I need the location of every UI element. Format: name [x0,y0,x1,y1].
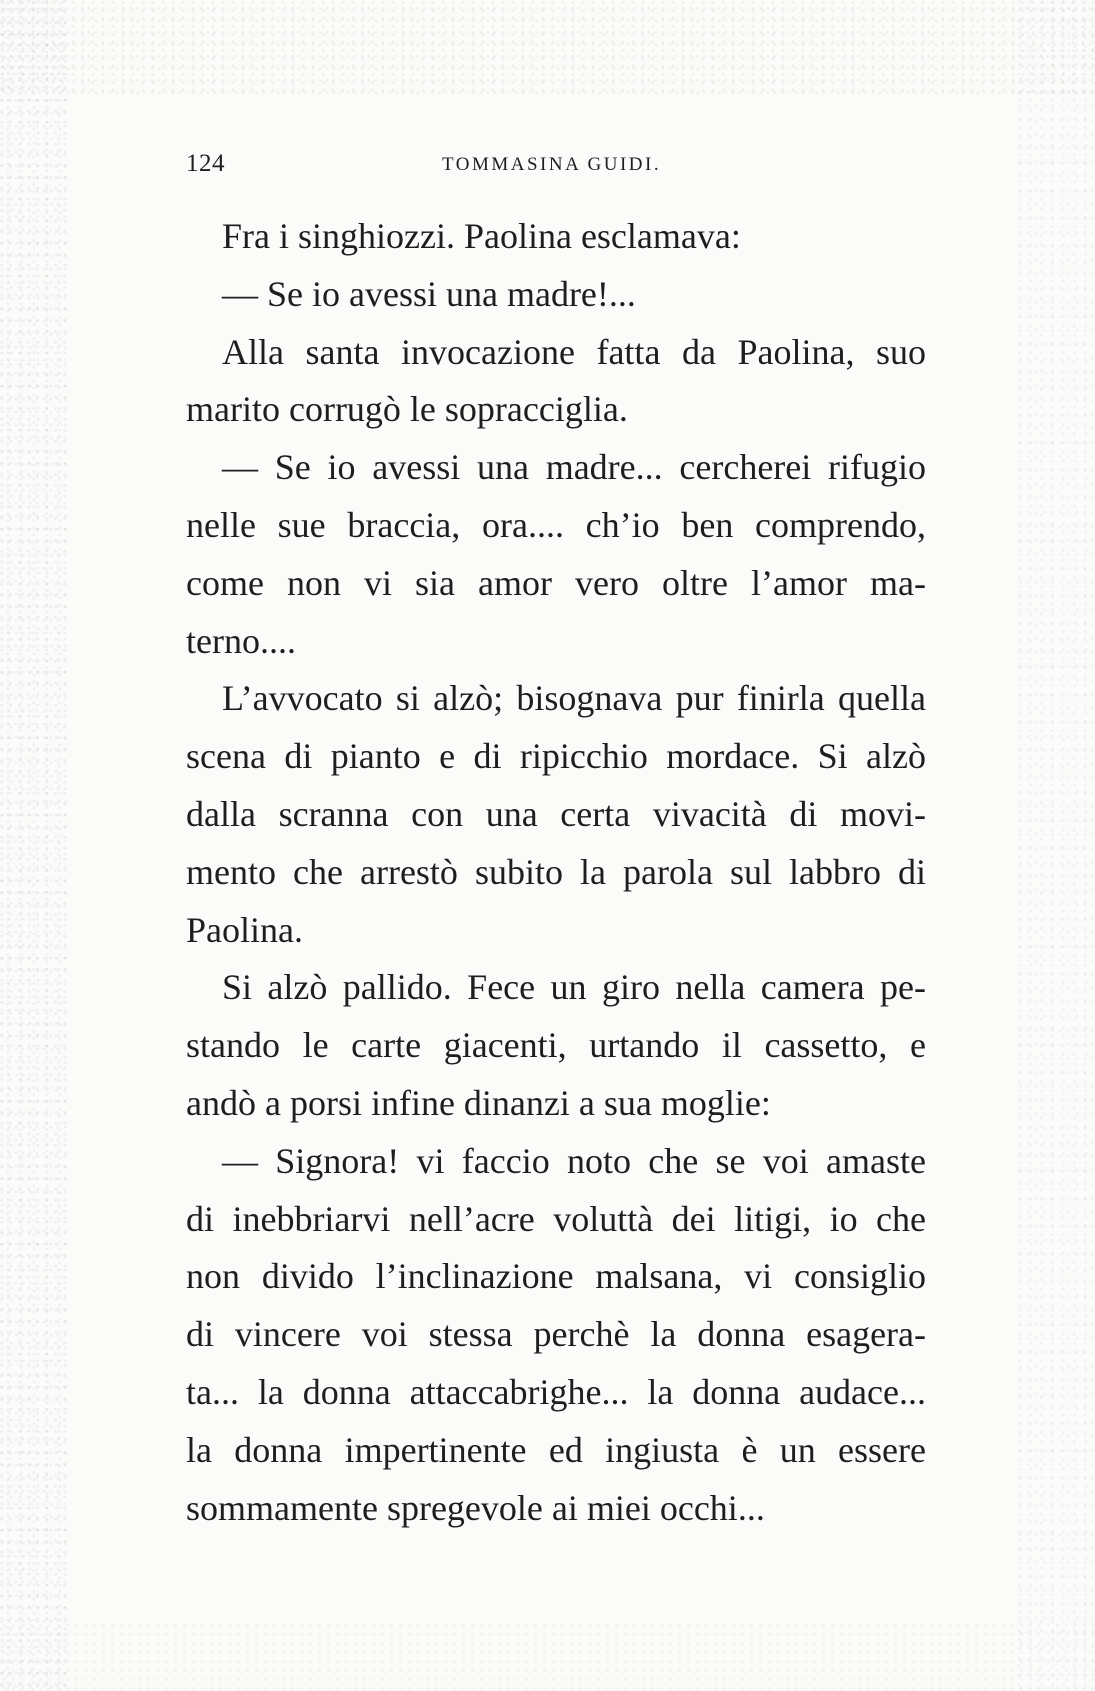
text-line: di inebbriarvi nell’acre voluttà dei litigi, io che [186,1198,926,1239]
page-stain-top [0,0,1095,95]
text-line: — Signora! vi faccio noto che se voi amaste [222,1140,926,1181]
text-line: terno.... [186,620,296,661]
text-line: nelle sue braccia, ora.... ch’io ben comprendo, [186,504,926,545]
page-number: 124 [186,150,225,177]
text-line: ta... la donna attaccabrighe... la donna audace... [186,1371,926,1412]
text-line: Paolina. [186,909,303,950]
page-header [186,150,930,180]
text-line: sommamente spregevole ai miei occhi... [186,1487,765,1528]
text-line: Si alzò pallido. Fece un giro nella camera pe- [222,967,926,1008]
text-line: di vincere voi stessa perchè la donna esagera- [186,1314,926,1355]
text-line: come non vi sia amor vero oltre l’amor ma- [186,562,926,603]
running-head: TOMMASINA GUIDI. [442,154,662,175]
page-stain-right [1015,0,1095,1691]
text-line: — Se io avessi una madre... cercherei rifugio [222,447,926,488]
page-stain-bottom [0,1621,1095,1691]
text-line: dalla scranna con una certa vivacità di movi- [186,793,926,834]
text-line: marito corrugò le sopracciglia. [186,389,628,430]
text-line: andò a porsi infine dinanzi a sua moglie: [186,1082,771,1123]
text-line: — Se io avessi una madre!... [222,273,636,314]
text-line: scena di pianto e di ripicchio mordace. Si alzò [186,736,926,777]
text-line: mento che arrestò subito la parola sul labbro di [186,851,926,892]
text-line: stando le carte giacenti, urtando il cassetto, e [186,1025,926,1066]
text-line: non divido l’inclinazione malsana, vi consiglio [186,1256,926,1297]
body-text [186,208,926,1537]
text-line: Fra i singhiozzi. Paolina esclamava: [222,216,741,256]
page-stain-left [0,0,70,1691]
text-line: L’avvocato si alzò; bisognava pur finirla quella [222,678,926,719]
text-line: la donna impertinente ed ingiusta è un essere [186,1429,926,1470]
text-line: Alla santa invocazione fatta da Paolina, suo [222,331,926,372]
